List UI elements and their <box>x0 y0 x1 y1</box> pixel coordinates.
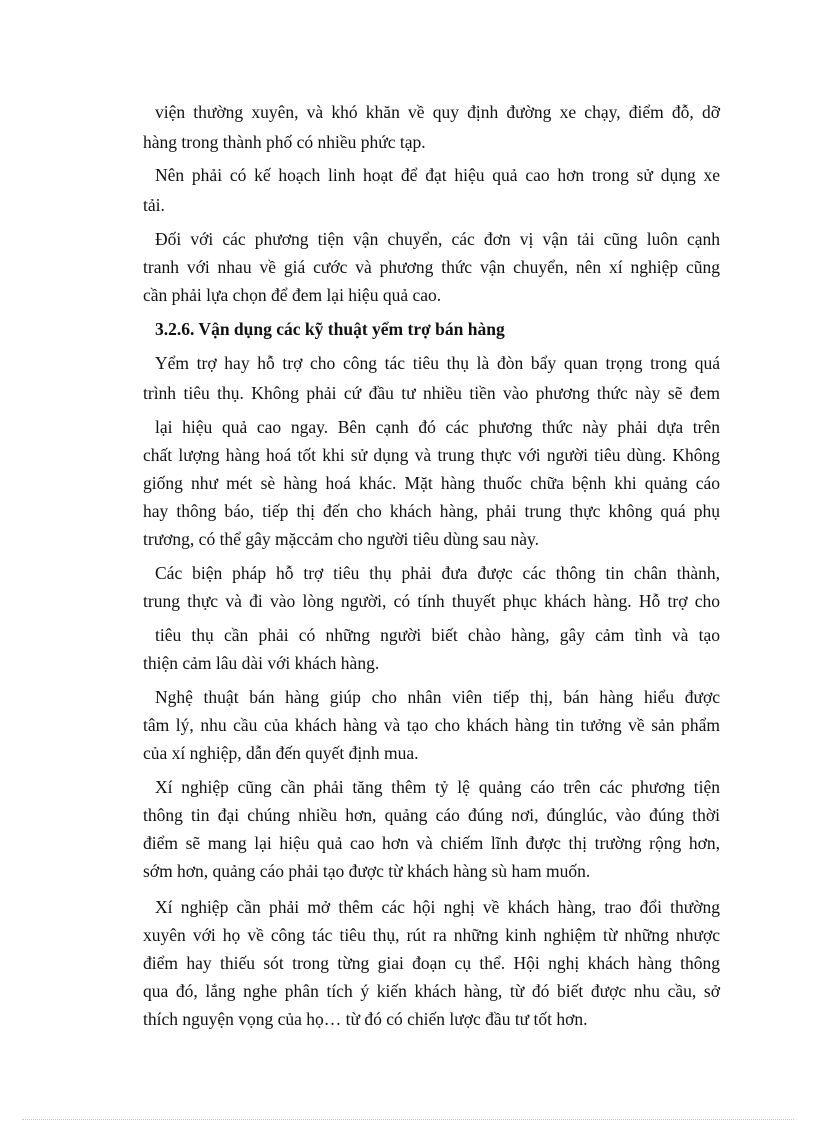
text-line: Nghệ thuật bán hàng giúp cho nhân viên tiếp thị, bán hàng hiểu được <box>155 687 720 707</box>
text-line: Xí nghiệp cũng cần phải tăng thêm tỷ lệ quảng cáo trên các phương tiện <box>155 777 720 797</box>
text-line: sớm hơn, quảng cáo phải tạo được từ khách hàng sù ham muốn. <box>143 861 591 881</box>
text-line: trình tiêu thụ. Không phải cứ đầu tư nhiều tiền vào phương thức này sẽ đem <box>143 383 720 403</box>
text-line: Đối với các phương tiện vận chuyển, các đơn vị vận tải cũng luôn cạnh <box>155 229 720 249</box>
text-line: qua đó, lắng nghe phân tích ý kiến khách hàng, từ đó biết được nhu cầu, sở <box>143 981 720 1001</box>
text-line: điểm sẽ mang lại hiệu quả cao hơn và chiếm lĩnh được thị trường rộng hơn, <box>143 833 720 853</box>
text-line: thiện cảm lâu dài với khách hàng. <box>143 653 380 673</box>
text-line: điểm hay thiếu sót trong từng giai đoạn cụ thể. Hội nghị khách hàng thông <box>143 953 720 973</box>
text-line: Xí nghiệp cần phải mở thêm các hội nghị về khách hàng, trao đổi thường <box>155 897 720 917</box>
text-line: giống như mét sè hàng hoá khác. Mặt hàng thuốc chữa bệnh khi quảng cáo <box>143 473 720 493</box>
text-line: của xí nghiệp, dẫn đến quyết định mua. <box>143 743 419 763</box>
text-line: lại hiệu quả cao ngay. Bên cạnh đó các phương thức này phải dựa trên <box>155 417 720 437</box>
text-line: thông tin đại chúng nhiều hơn, quảng cáo đúng nơi, đúnglúc, vào đúng thời <box>143 805 720 825</box>
text-line: tải. <box>143 195 165 215</box>
text-line: viện thường xuyên, và khó khăn về quy định đường xe chạy, điểm đỗ, dỡ <box>155 102 720 122</box>
text-line: tiêu thụ cần phải có những người biết chào hàng, gây cảm tình và tạo <box>155 625 720 645</box>
text-line: Các biện pháp hỗ trợ tiêu thụ phải đưa được các thông tin chân thành, <box>155 563 720 583</box>
text-line: thích nguyện vọng của họ… từ đó có chiến lược đầu tư tốt hơn. <box>143 1009 588 1029</box>
text-line: tranh với nhau về giá cước và phương thức vận chuyển, nên xí nghiệp cũng <box>143 257 720 277</box>
text-line: cần phải lựa chọn để đem lại hiệu quả cao. <box>143 285 442 305</box>
page-bottom-divider <box>22 1119 794 1120</box>
text-line: trương, có thể gây mặccảm cho người tiêu dùng sau này. <box>143 529 539 549</box>
text-line: hay thông báo, tiếp thị đến cho khách hàng, phải trung thực không quá phụ <box>143 501 720 521</box>
text-line: Nên phải có kế hoạch linh hoạt để đạt hiệu quả cao hơn trong sử dụng xe <box>155 165 720 185</box>
text-line: tâm lý, nhu cầu của khách hàng và tạo cho khách hàng tin tưởng về sản phẩm <box>143 715 720 735</box>
text-line: hàng trong thành phố có nhiều phức tạp. <box>143 132 426 152</box>
text-line: chất lượng hàng hoá tốt khi sử dụng và trung thực với người tiêu dùng. Không <box>143 445 720 465</box>
text-line: xuyên với họ về công tác tiêu thụ, rút ra những kinh nghiệm từ những nhược <box>143 925 720 945</box>
text-line: Yểm trợ hay hỗ trợ cho công tác tiêu thụ là đòn bẩy quan trọng trong quá <box>155 353 720 373</box>
section-heading: 3.2.6. Vận dụng các kỹ thuật yểm trợ bán hàng <box>155 319 505 339</box>
text-line: trung thực và đi vào lòng người, có tính thuyết phục khách hàng. Hỗ trợ cho <box>143 591 720 611</box>
